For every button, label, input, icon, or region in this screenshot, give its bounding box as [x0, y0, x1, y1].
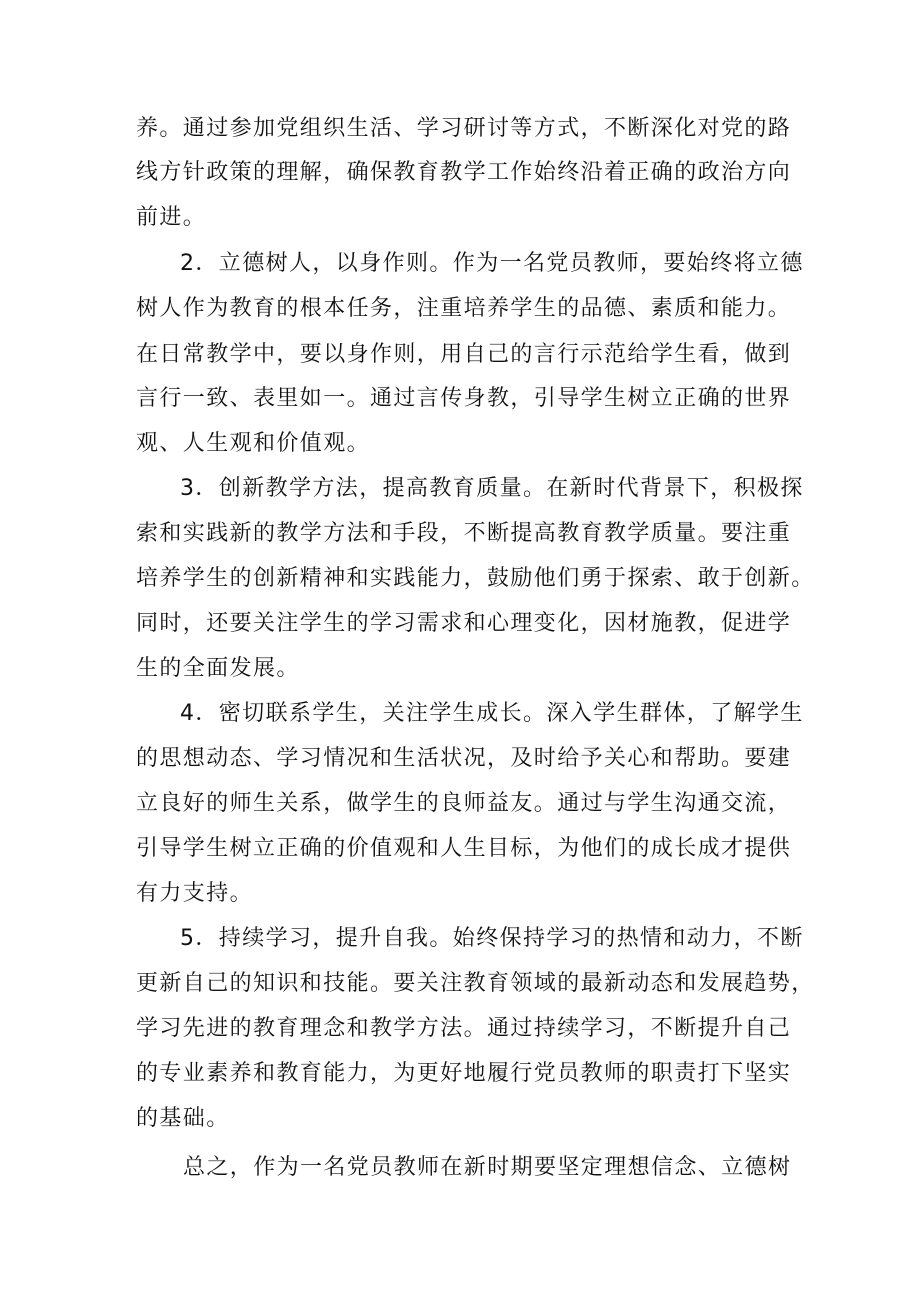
text-line: 索和实践新的教学方法和手段，不断提高教育教学质量。要注重: [136, 521, 792, 546]
text-line: 的基础。: [136, 1106, 230, 1131]
text-line: 在日常教学中，要以身作则，用自己的言行示范给学生看，做到: [136, 342, 792, 367]
text-line: 言行一致、表里如一。通过言传身教，引导学生树立正确的世界: [136, 386, 792, 411]
text-line: 养。通过参加党组织生活、学习研讨等方式，不断深化对党的路: [136, 116, 792, 141]
text-line: 线方针政策的理解，确保教育教学工作始终沿着正确的政治方向: [136, 160, 792, 185]
text-line: 的专业素养和教育能力，为更好地履行党员教师的职责打下坚实: [136, 1061, 792, 1086]
text-line: 有力支持。: [136, 881, 254, 906]
text-line: 前进。: [136, 205, 207, 230]
text-line: 总之，作为一名党员教师在新时期要坚定理想信念、立德树: [183, 1155, 792, 1180]
text-line: 2．立德树人，以身作则。作为一名党员教师，要始终将立德: [180, 251, 804, 276]
text-line: 观、人生观和价值观。: [136, 431, 371, 456]
text-line: 培养学生的创新精神和实践能力，鼓励他们勇于探索、敢于创新。: [136, 566, 815, 591]
text-line: 生的全面发展。: [136, 656, 300, 681]
text-line: 的思想动态、学习情况和生活状况，及时给予关心和帮助。要建: [136, 746, 792, 771]
text-line: 5．持续学习，提升自我。始终保持学习的热情和动力，不断: [180, 926, 804, 951]
text-line: 更新自己的知识和技能。要关注教育领域的最新动态和发展趋势，: [136, 971, 815, 996]
text-line: 树人作为教育的根本任务，注重培养学生的品德、素质和能力。: [136, 296, 792, 321]
text-line: 学习先进的教育理念和教学方法。通过持续学习，不断提升自己: [136, 1016, 792, 1041]
text-line: 同时，还要关注学生的学习需求和心理变化，因材施教，促进学: [136, 611, 792, 636]
text-line: 立良好的师生关系，做学生的良师益友。通过与学生沟通交流，: [136, 791, 792, 816]
text-line: 引导学生树立正确的价值观和人生目标，为他们的成长成才提供: [136, 836, 792, 861]
text-line: 4．密切联系学生，关注学生成长。深入学生群体，了解学生: [180, 701, 804, 726]
text-line: 3．创新教学方法，提高教育质量。在新时代背景下，积极探: [180, 476, 804, 501]
